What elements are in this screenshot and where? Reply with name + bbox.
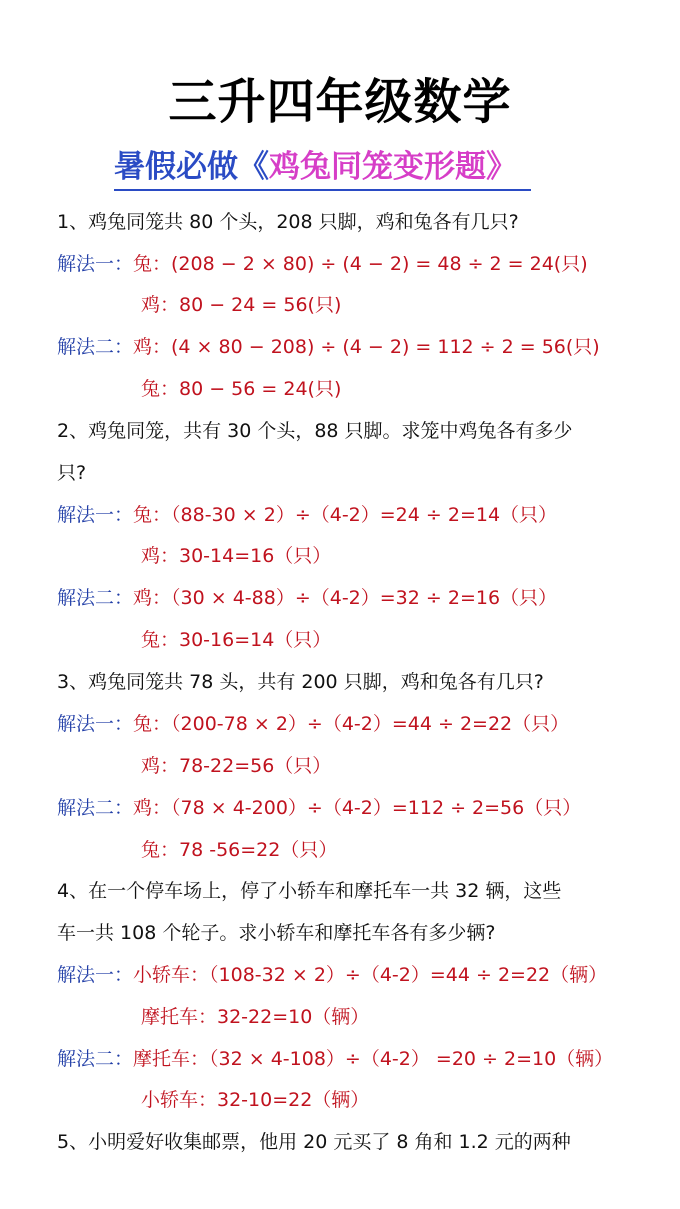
method-label: 解法二：: [57, 797, 134, 819]
answer-line: 摩托车：（32 × 4-108）÷（4-2） =20 ÷ 2=10（辆）: [133, 1048, 614, 1070]
answer-line: 兔：(208 − 2 × 80) ÷ (4 − 2) = 48 ÷ 2 = 24(只): [133, 253, 588, 275]
answer-line: 兔：（88-30 × 2）÷（4-2）=24 ÷ 2=14（只）: [133, 504, 558, 526]
subtitle-prefix: 暑假必做《: [114, 149, 269, 185]
problem-1-method-2: [57, 333, 600, 361]
problem-1-question: 1、鸡兔同笼共 80 个头，208 只脚，鸡和兔各有几只?: [57, 211, 519, 233]
problem-2-question-cont: 只?: [57, 462, 87, 484]
method-label: 解法二：: [57, 336, 134, 358]
problem-3-method-1-line-2: 鸡：78-22=56（只）: [141, 755, 332, 777]
problem-4-question: 4、在一个停车场上，停了小轿车和摩托车一共 32 辆，这些: [57, 880, 562, 902]
answer-line: 鸡：（30 × 4-88）÷（4-2）=32 ÷ 2=16（只）: [133, 587, 558, 609]
problem-3-method-1: [57, 710, 569, 738]
method-label: 解法二：: [57, 1048, 134, 1070]
method-label: 解法二：: [57, 587, 134, 609]
problem-2-method-2: [57, 584, 557, 612]
problem-2-method-1-line-2: 鸡：30-14=16（只）: [141, 545, 332, 567]
problem-3-method-2-line-2: 兔：78 -56=22（只）: [141, 839, 338, 861]
method-label: 解法一：: [57, 713, 134, 735]
problem-3-question: 3、鸡兔同笼共 78 头，共有 200 只脚，鸡和兔各有几只?: [57, 671, 544, 693]
problem-1-method-2-line-2: 兔：80 − 56 = 24(只): [141, 378, 342, 400]
problem-2-method-1: [57, 501, 557, 529]
problem-2-question: 2、鸡兔同笼，共有 30 个头，88 只脚。求笼中鸡兔各有多少: [57, 420, 573, 442]
subtitle-suffix: 》: [486, 149, 517, 185]
answer-line: 鸡：（78 × 4-200）÷（4-2）=112 ÷ 2=56（只）: [133, 797, 582, 819]
problem-4-method-1-line-2: 摩托车：32-22=10（辆）: [141, 1006, 370, 1028]
method-label: 解法一：: [57, 964, 134, 986]
answer-line: 兔：（200-78 × 2）÷（4-2）=44 ÷ 2=22（只）: [133, 713, 570, 735]
answer-line: 小轿车：（108-32 × 2）÷（4-2）=44 ÷ 2=22（辆）: [133, 964, 608, 986]
page-subtitle: [114, 145, 531, 191]
problem-5-question: 5、小明爱好收集邮票，他用 20 元买了 8 角和 1.2 元的两种: [57, 1131, 571, 1153]
subtitle-topic: 鸡兔同笼变形题: [269, 149, 486, 185]
problem-2-method-2-line-2: 兔：30-16=14（只）: [141, 629, 332, 651]
problem-4-method-1: [57, 961, 607, 989]
problem-3-method-2: [57, 794, 581, 822]
page-title: 三升四年级数学: [168, 74, 512, 130]
problem-1-method-1: [57, 250, 588, 278]
problem-4-method-2-line-2: 小轿车：32-10=22（辆）: [141, 1089, 370, 1111]
problem-1-method-1-line-2: 鸡：80 − 24 = 56(只): [141, 294, 342, 316]
problem-4-question-cont: 车一共 108 个轮子。求小轿车和摩托车各有多少辆?: [57, 922, 496, 944]
method-label: 解法一：: [57, 253, 134, 275]
method-label: 解法一：: [57, 504, 134, 526]
problem-4-method-2: [57, 1045, 613, 1073]
answer-line: 鸡：(4 × 80 − 208) ÷ (4 − 2) = 112 ÷ 2 = 56(只): [133, 336, 600, 358]
